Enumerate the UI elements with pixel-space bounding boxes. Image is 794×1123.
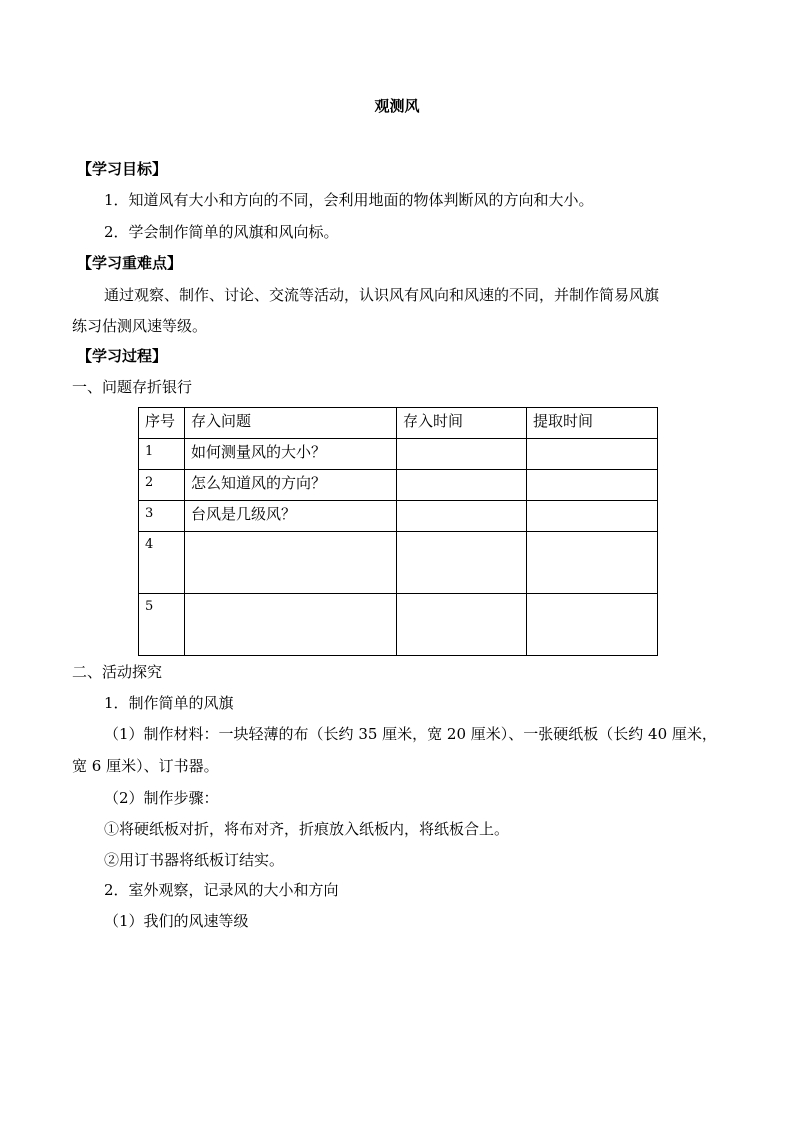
- header-index: 序号: [139, 408, 185, 439]
- key-points-line-2: 练习估测风速等级。: [72, 317, 208, 335]
- row-index: 5: [139, 594, 185, 656]
- key-points-line-1: 通过观察、制作、讨论、交流等活动，认识风有风向和风速的不同，并制作简易风旗: [104, 286, 660, 304]
- row-index: 2: [139, 470, 185, 501]
- header-question: 存入问题: [185, 408, 397, 439]
- activity-1-heading: 1．制作简单的风旗: [104, 694, 234, 712]
- row-index: 4: [139, 532, 185, 594]
- row-withdraw-time: [527, 501, 658, 532]
- objectives-heading: 【学习目标】: [77, 160, 168, 178]
- row-question: [185, 532, 397, 594]
- row-withdraw-time: [527, 439, 658, 470]
- key-points-heading: 【学习重难点】: [77, 254, 183, 272]
- question-bank-table: [138, 407, 658, 656]
- row-question: 怎么知道风的方向？: [185, 470, 397, 501]
- row-deposit-time: [397, 470, 527, 501]
- materials-line-1: （1）制作材料：一块轻薄的布（长约 35 厘米，宽 20 厘米）、一张硬纸板（长约 40 厘米，: [104, 725, 717, 743]
- row-question: [185, 594, 397, 656]
- header-deposit-time: 存入时间: [397, 408, 527, 439]
- table-row: [139, 501, 658, 532]
- objective-item-2: 2．学会制作简单的风旗和风向标。: [104, 223, 339, 241]
- page-title: 观测风: [374, 97, 420, 115]
- wind-level-heading: （1）我们的风速等级: [104, 912, 249, 930]
- row-withdraw-time: [527, 532, 658, 594]
- step-2: ②用订书器将纸板订结实。: [104, 851, 285, 869]
- process-heading: 【学习过程】: [77, 347, 168, 365]
- section-2-heading: 二、活动探究: [72, 663, 163, 681]
- row-index: 1: [139, 439, 185, 470]
- objective-item-1: 1．知道风有大小和方向的不同，会利用地面的物体判断风的方向和大小。: [104, 191, 594, 209]
- row-deposit-time: [397, 439, 527, 470]
- table-row: [139, 439, 658, 470]
- activity-2-heading: 2．室外观察，记录风的大小和方向: [104, 881, 339, 899]
- row-question: 如何测量风的大小？: [185, 439, 397, 470]
- table-header-row: [139, 408, 658, 439]
- row-question: 台风是几级风？: [185, 501, 397, 532]
- section-1-heading: 一、问题存折银行: [72, 378, 193, 396]
- row-withdraw-time: [527, 470, 658, 501]
- row-index: 3: [139, 501, 185, 532]
- table-row: [139, 594, 658, 656]
- row-deposit-time: [397, 501, 527, 532]
- materials-line-2: 宽 6 厘米）、订书器。: [72, 757, 219, 775]
- table-row: [139, 532, 658, 594]
- table-row: [139, 470, 658, 501]
- row-deposit-time: [397, 532, 527, 594]
- header-withdraw-time: 提取时间: [527, 408, 658, 439]
- row-deposit-time: [397, 594, 527, 656]
- step-1: ①将硬纸板对折，将布对齐，折痕放入纸板内，将纸板合上。: [104, 820, 510, 838]
- row-withdraw-time: [527, 594, 658, 656]
- steps-heading: （2）制作步骤：: [104, 789, 219, 807]
